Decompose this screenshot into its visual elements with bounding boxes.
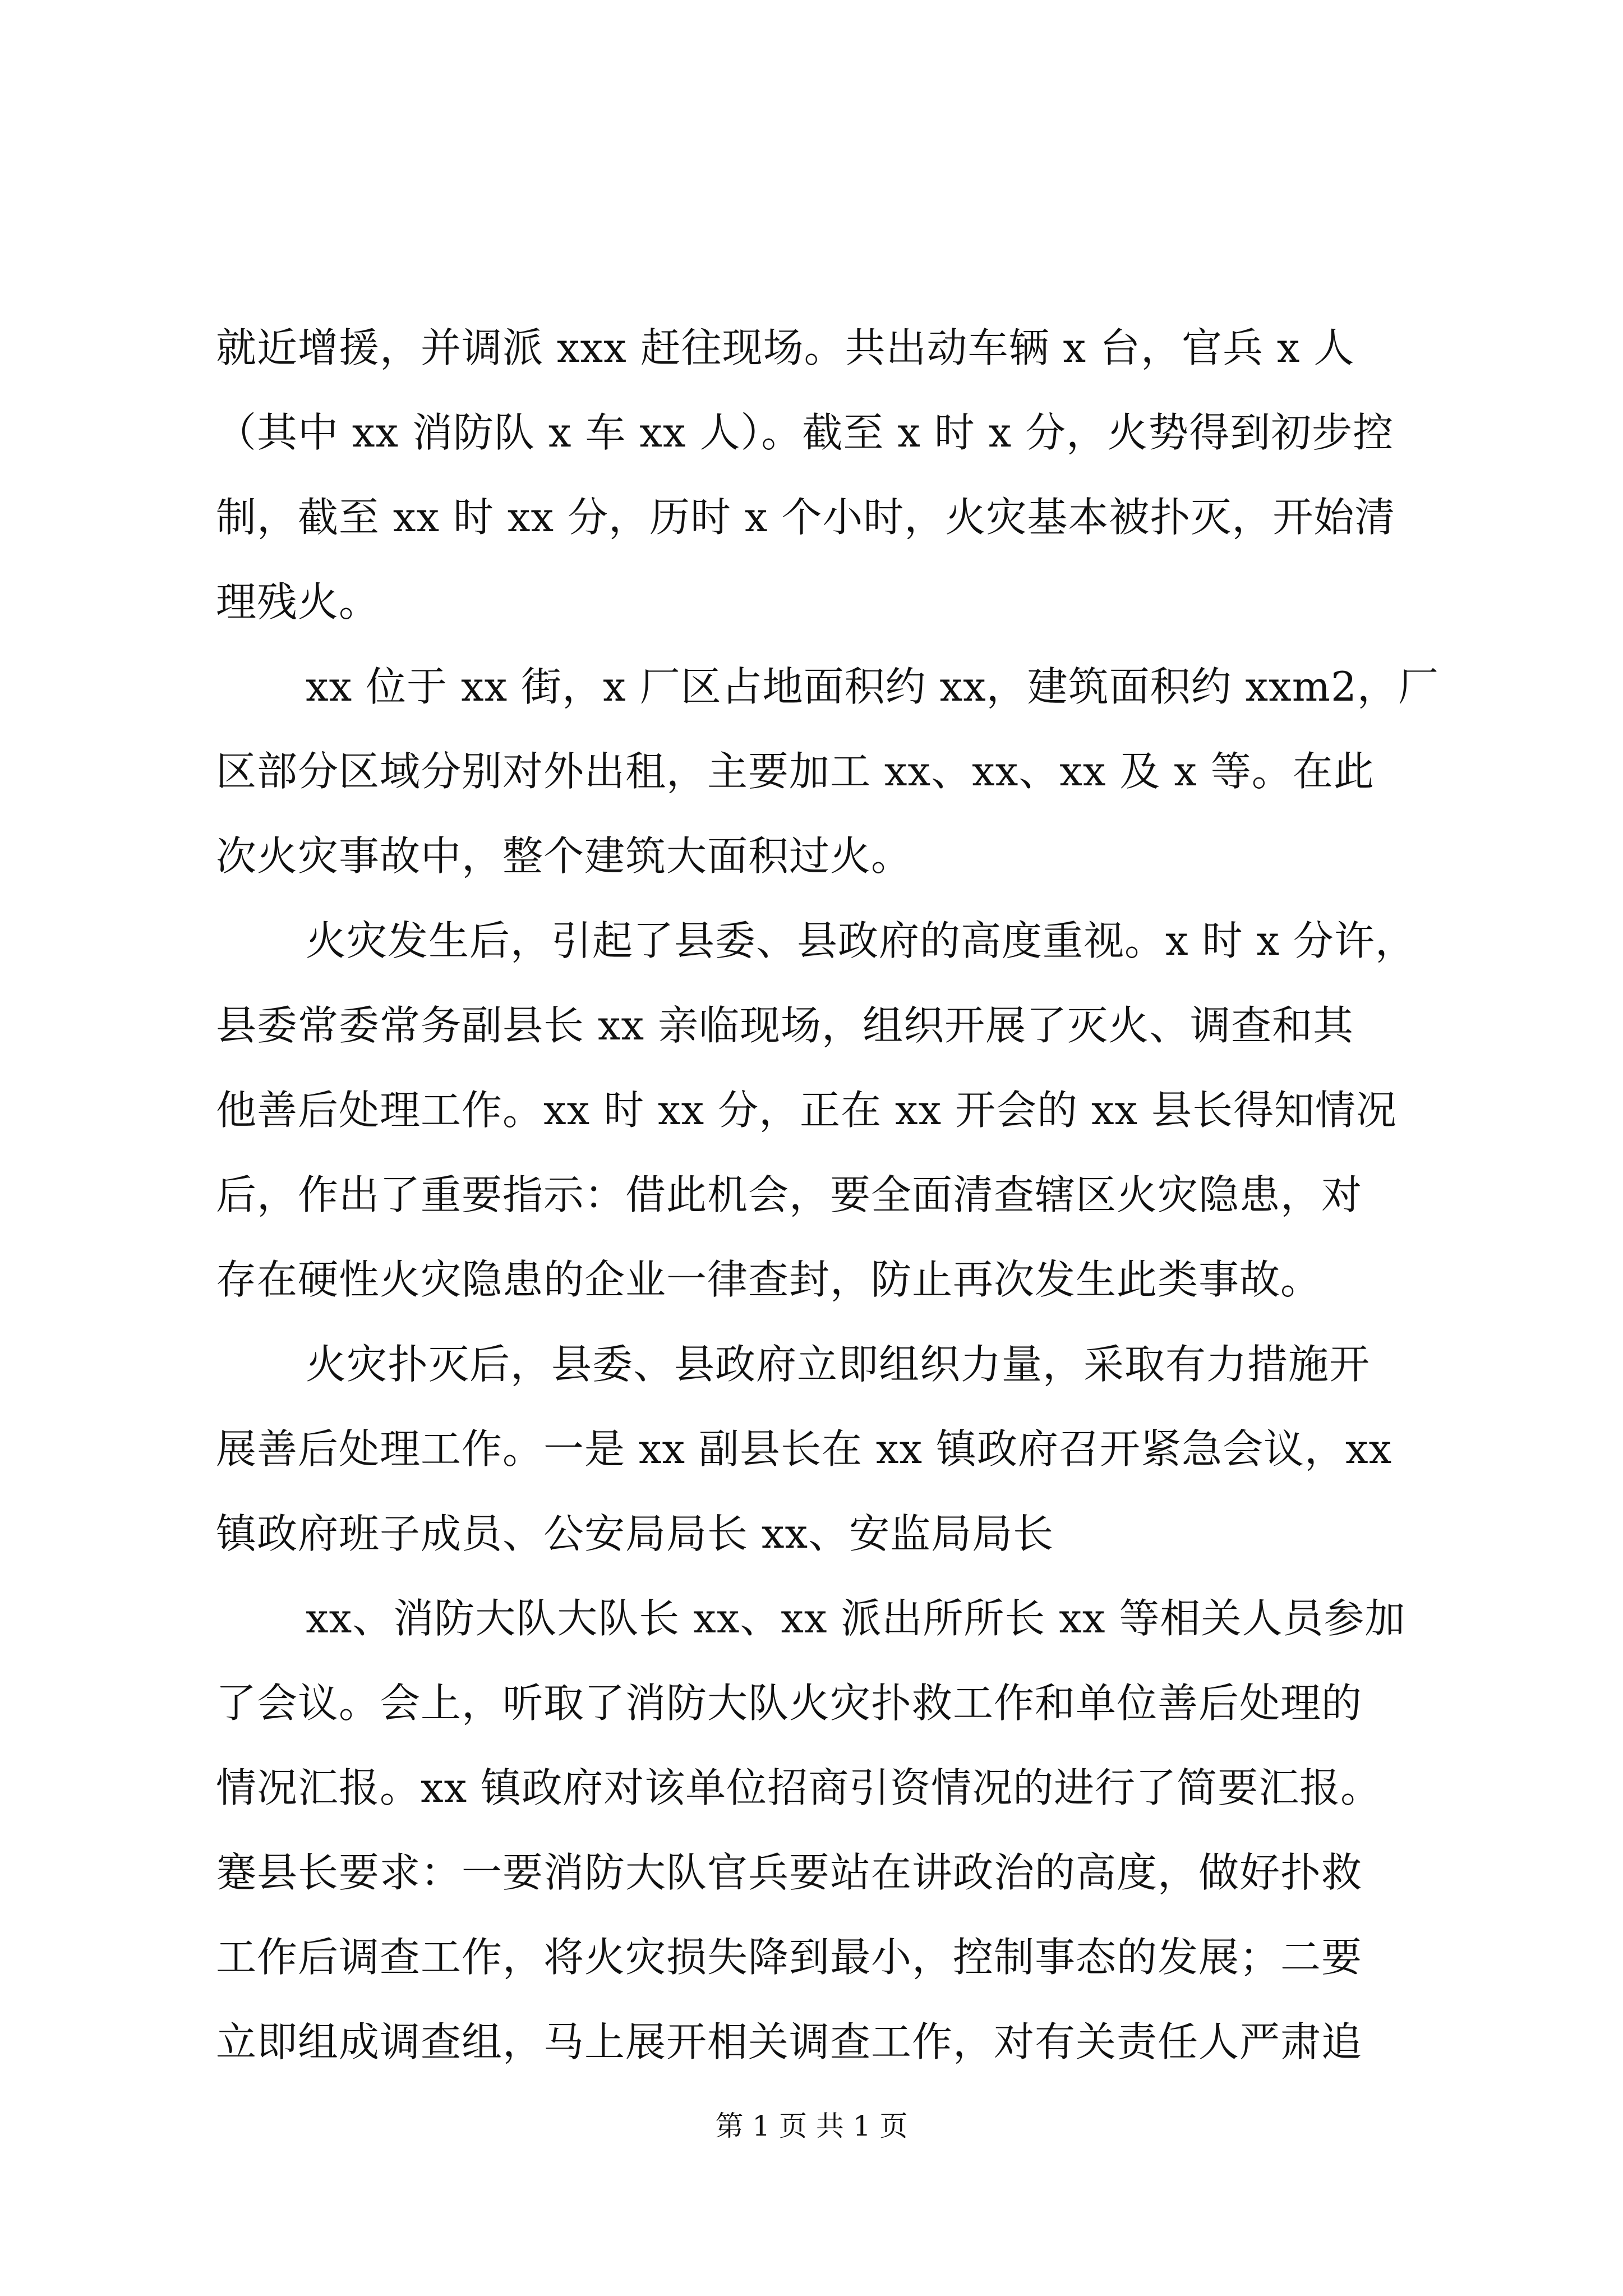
body-line: 展善后处理工作。一是 xx 副县长在 xx 镇政府召开紧急会议，xx bbox=[216, 1425, 1393, 1473]
body-line: 了会议。会上，听取了消防大队火灾扑救工作和单位善后处理的 bbox=[216, 1680, 1363, 1727]
paragraph-first-line: xx、消防大队大队长 xx、xx 派出所所长 xx 等相关人员参加 bbox=[306, 1595, 1406, 1642]
document-body bbox=[216, 306, 1438, 2085]
paragraph-first-line: 火灾发生后，引起了县委、县政府的高度重视。x 时 x 分许， bbox=[306, 917, 1416, 964]
paragraph-first-line: xx 位于 xx 街，x 厂区占地面积约 xx，建筑面积约 xxm2，厂 bbox=[306, 663, 1439, 710]
body-line: 存在硬性火灾隐患的企业一律查封，防止再次发生此类事故。 bbox=[216, 1256, 1322, 1303]
page-number-footer: 第 1 页 共 1 页 bbox=[715, 2110, 908, 2142]
body-line: 次火灾事故中，整个建筑大面积过火。 bbox=[216, 832, 912, 880]
body-line: （其中 xx 消防队 x 车 xx 人）。截至 x 时 x 分，火势得到初步控 bbox=[216, 409, 1394, 456]
body-line: 他善后处理工作。xx 时 xx 分，正在 xx 开会的 xx 县长得知情况 bbox=[216, 1087, 1398, 1134]
body-line: 理残火。 bbox=[216, 578, 380, 625]
paragraph-first-line: 火灾扑灭后，县委、县政府立即组织力量，采取有力措施开 bbox=[306, 1341, 1371, 1388]
body-line: 镇政府班子成员、公安局局长 xx、安监局局长 bbox=[216, 1510, 1054, 1557]
body-line: 县委常委常务副县长 xx 亲临现场，组织开展了灭火、调查和其 bbox=[216, 1002, 1354, 1049]
body-line: 立即组成调查组，马上展开相关调查工作，对有关责任人严肃追 bbox=[216, 2018, 1363, 2065]
body-line: 后，作出了重要指示：借此机会，要全面清查辖区火灾隐患，对 bbox=[216, 1171, 1363, 1218]
body-line: 制，截至 xx 时 xx 分，历时 x 个小时，火灾基本被扑灭，开始清 bbox=[216, 494, 1396, 541]
body-line: 就近增援，并调派 xxx 赶往现场。共出动车辆 x 台，官兵 x 人 bbox=[216, 324, 1355, 371]
body-line: 情况汇报。xx 镇政府对该单位招商引资情况的进行了简要汇报。 bbox=[216, 1764, 1382, 1811]
body-line: 蹇县长要求：一要消防大队官兵要站在讲政治的高度，做好扑救 bbox=[216, 1849, 1363, 1896]
body-line: 工作后调查工作，将火灾损失降到最小，控制事态的发展；二要 bbox=[216, 1934, 1363, 1981]
body-line: 区部分区域分别对外出租，主要加工 xx、xx、xx 及 x 等。在此 bbox=[216, 748, 1375, 795]
